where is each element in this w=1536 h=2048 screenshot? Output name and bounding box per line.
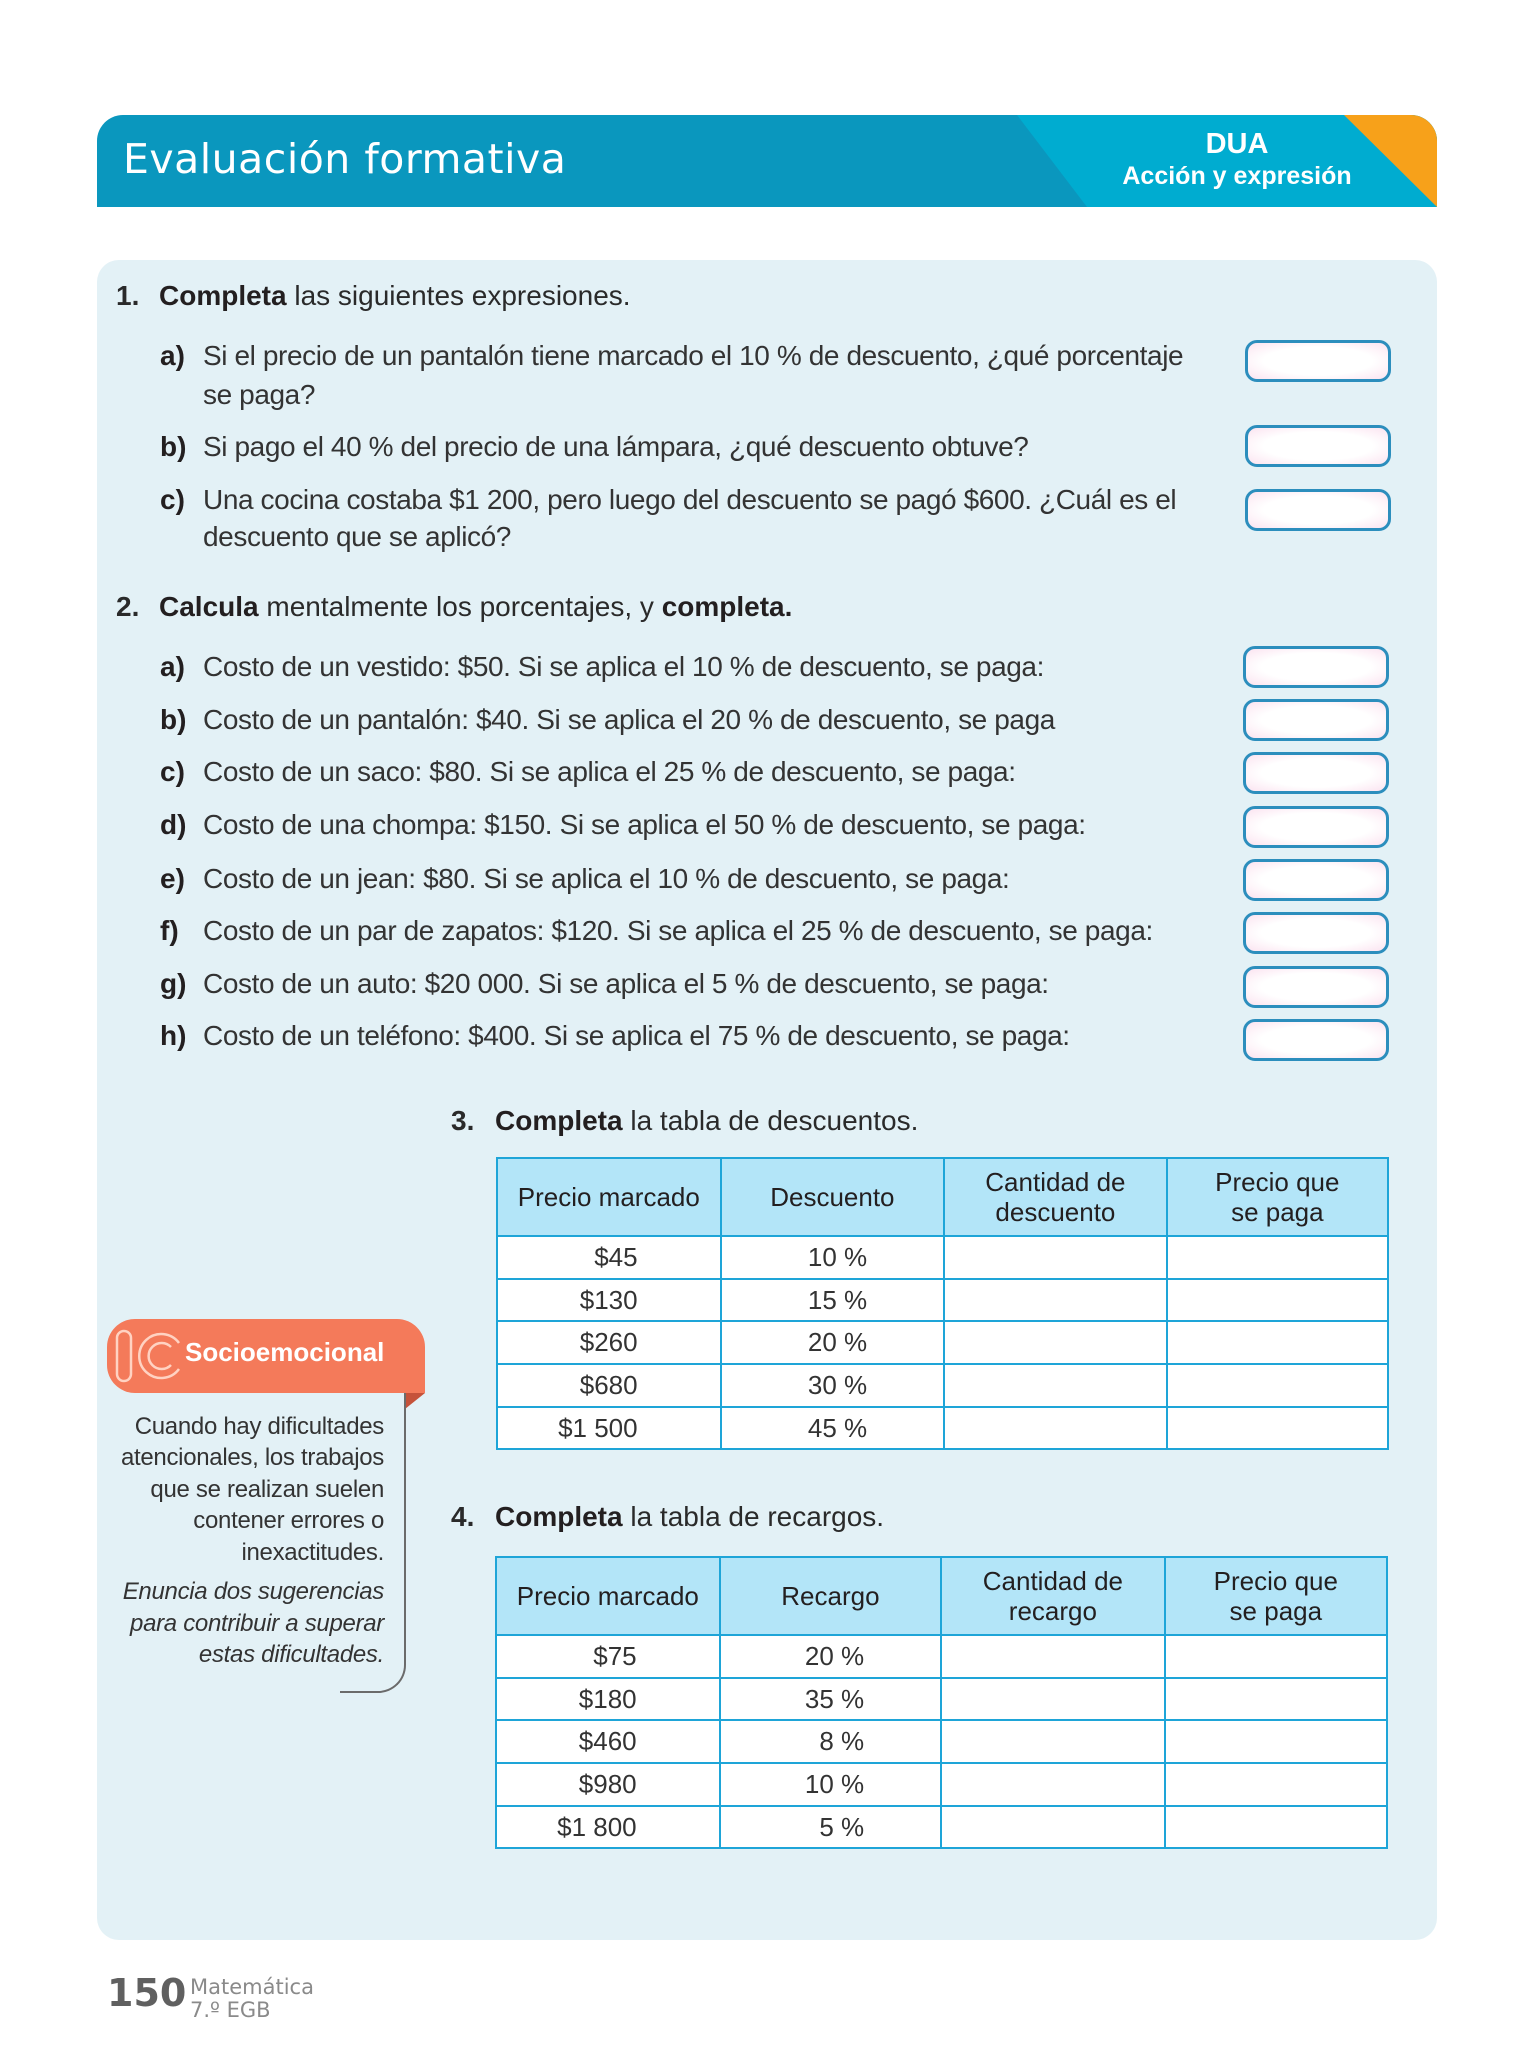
final-price-input-cell[interactable] — [1165, 1720, 1387, 1763]
question-number: 3. — [451, 1105, 475, 1136]
item-letter: g) — [160, 968, 187, 999]
discount-amount-input-cell[interactable] — [944, 1279, 1167, 1322]
item-letter: a) — [160, 340, 185, 371]
percent-cell: 20 % — [721, 1321, 945, 1364]
grade-level: 7.º EGB — [190, 1998, 271, 2022]
percent-cell: 15 % — [721, 1279, 945, 1322]
surcharge-amount-input-cell[interactable] — [941, 1678, 1164, 1721]
discount-amount-input-cell[interactable] — [944, 1236, 1167, 1279]
q2-answer-box-h[interactable] — [1243, 1019, 1389, 1061]
ic-logo-icon — [113, 1325, 185, 1387]
item-text: Costo de una chompa: $150. Si se aplica el 50 % de descuento, se paga: — [203, 809, 1086, 840]
socioemocional-title: Socioemocional — [185, 1337, 385, 1367]
surcharge-amount-input-cell[interactable] — [941, 1763, 1164, 1806]
final-price-input-cell[interactable] — [1167, 1364, 1388, 1407]
price-cell: $980 — [496, 1763, 720, 1806]
item-text: Costo de un par de zapatos: $120. Si se aplica el 25 % de descuento, se paga: — [203, 915, 1153, 946]
item-letter: b) — [160, 704, 187, 735]
percent-cell: 30 % — [721, 1364, 945, 1407]
q2-answer-box-g[interactable] — [1243, 966, 1389, 1008]
q2-answer-box-b[interactable] — [1243, 699, 1389, 741]
percent-cell: 45 % — [721, 1407, 945, 1450]
question-number: 4. — [451, 1501, 475, 1532]
q2-answer-box-c[interactable] — [1243, 752, 1389, 794]
item-letter: a) — [160, 651, 185, 682]
item-letter: e) — [160, 863, 185, 894]
item-letter: b) — [160, 431, 187, 462]
q2-answer-box-d[interactable] — [1243, 806, 1389, 848]
q1-answer-box-b[interactable] — [1245, 425, 1391, 467]
item-text: Una cocina costaba $1 200, pero luego del descuento se pagó $600. ¿Cuál es el — [203, 484, 1177, 515]
discount-amount-input-cell[interactable] — [944, 1364, 1167, 1407]
price-cell: $180 — [496, 1678, 720, 1721]
item-text: Costo de un pantalón: $40. Si se aplica el 20 % de descuento, se paga — [203, 704, 1055, 735]
final-price-input-cell[interactable] — [1167, 1321, 1388, 1364]
socio-body-line: atencionales, los trabajos — [120, 1444, 384, 1471]
final-price-input-cell[interactable] — [1167, 1279, 1388, 1322]
col-header-recargo: Recargo — [720, 1557, 942, 1635]
item-letter: d) — [160, 809, 187, 840]
final-price-input-cell[interactable] — [1165, 1635, 1387, 1678]
price-cell: $460 — [496, 1720, 720, 1763]
table-row — [497, 1364, 1388, 1407]
dua-label: DUA — [1205, 128, 1269, 160]
dua-subtitle: Acción y expresión — [1122, 162, 1352, 190]
book-subject — [190, 1976, 314, 2022]
item-letter: f) — [160, 915, 179, 946]
item-text: Costo de un saco: $80. Si se aplica el 25 % de descuento, se paga: — [203, 756, 1016, 787]
final-price-input-cell[interactable] — [1165, 1763, 1387, 1806]
socio-prompt-line: para contribuir a superar — [130, 1610, 384, 1637]
col-header-precio-pagado: Precio que se paga — [1167, 1158, 1388, 1236]
socio-body-line: Cuando hay dificultades — [134, 1413, 384, 1440]
percent-cell: 8 % — [720, 1720, 942, 1763]
surcharge-amount-input-cell[interactable] — [941, 1720, 1164, 1763]
page-number: 150 — [107, 1971, 187, 2015]
q2-answer-box-f[interactable] — [1243, 912, 1389, 954]
instruction-text: mentalmente los porcentajes, y — [258, 591, 662, 622]
instruction-verb: Calcula — [159, 591, 259, 622]
price-cell: $45 — [497, 1236, 721, 1279]
col-header-precio-pagado: Precio que se paga — [1165, 1557, 1387, 1635]
item-letter: c) — [160, 484, 185, 515]
question-number: 2. — [116, 591, 140, 622]
table-header-row — [496, 1557, 1387, 1635]
discount-amount-input-cell[interactable] — [944, 1407, 1167, 1450]
item-text-continued: descuento que se aplicó? — [203, 521, 511, 552]
q1-answer-box-c[interactable] — [1245, 489, 1391, 531]
discount-amount-input-cell[interactable] — [944, 1321, 1167, 1364]
price-cell: $260 — [497, 1321, 721, 1364]
q2-answer-box-e[interactable] — [1243, 859, 1389, 901]
socio-prompt-line: Enuncia dos sugerencias — [122, 1578, 384, 1605]
table-row — [496, 1763, 1387, 1806]
final-price-input-cell[interactable] — [1165, 1806, 1387, 1849]
percent-cell: 20 % — [720, 1635, 942, 1678]
price-cell: $75 — [496, 1635, 720, 1678]
final-price-input-cell[interactable] — [1165, 1678, 1387, 1721]
percent-cell: 35 % — [720, 1678, 942, 1721]
table-row — [497, 1279, 1388, 1322]
item-text: Costo de un teléfono: $400. Si se aplica el 75 % de descuento, se paga: — [203, 1020, 1070, 1051]
dua-badge — [1102, 127, 1372, 191]
instruction-verb: Completa — [495, 1105, 623, 1136]
col-header-precio-marcado: Precio marcado — [497, 1158, 721, 1236]
price-cell: $680 — [497, 1364, 721, 1407]
q1-answer-box-a[interactable] — [1245, 340, 1391, 382]
col-header-descuento: Descuento — [721, 1158, 945, 1236]
percent-cell: 10 % — [720, 1763, 942, 1806]
col-header-precio-marcado: Precio marcado — [496, 1557, 720, 1635]
col-header-cantidad-descuento: Cantidad de descuento — [944, 1158, 1167, 1236]
price-cell: $130 — [497, 1279, 721, 1322]
section-header-banner — [97, 115, 1437, 207]
table-row — [496, 1678, 1387, 1721]
q2-answer-box-a[interactable] — [1243, 646, 1389, 688]
surcharge-table — [495, 1556, 1388, 1849]
percent-cell: 10 % — [721, 1236, 945, 1279]
item-text: Costo de un vestido: $50. Si se aplica el 10 % de descuento, se paga: — [203, 651, 1044, 682]
item-text: Costo de un jean: $80. Si se aplica el 10 % de descuento, se paga: — [203, 863, 1010, 894]
socio-body-line: que se realizan suelen — [150, 1476, 384, 1503]
price-cell: $1 500 — [497, 1407, 721, 1450]
subject-name: Matemática — [190, 1975, 314, 1999]
socioemocional-tab — [107, 1319, 425, 1393]
table-row — [496, 1720, 1387, 1763]
item-text: Costo de un auto: $20 000. Si se aplica el 5 % de descuento, se paga: — [203, 968, 1049, 999]
final-price-input-cell[interactable] — [1167, 1236, 1388, 1279]
instruction-verb: Completa — [495, 1501, 623, 1532]
instruction-text: las siguientes expresiones. — [286, 280, 631, 311]
instruction-text: la tabla de recargos. — [622, 1501, 885, 1532]
surcharge-amount-input-cell[interactable] — [941, 1806, 1164, 1849]
socio-body-line: contener errores o — [193, 1507, 384, 1534]
item-text: Si el precio de un pantalón tiene marcado el 10 % de descuento, ¿qué porcentaje — [203, 340, 1184, 371]
instruction-text: la tabla de descuentos. — [622, 1105, 919, 1136]
item-letter: h) — [160, 1020, 187, 1051]
table-header-row — [497, 1158, 1388, 1236]
final-price-input-cell[interactable] — [1167, 1407, 1388, 1450]
table-row — [497, 1236, 1388, 1279]
instruction-verb: Completa — [159, 280, 287, 311]
col-header-cantidad-recargo: Cantidad de recargo — [941, 1557, 1164, 1635]
question-number: 1. — [116, 280, 140, 311]
discount-table — [496, 1157, 1389, 1450]
table-row — [496, 1806, 1387, 1849]
item-letter: c) — [160, 756, 185, 787]
socio-body-line: inexactitudes. — [241, 1539, 384, 1566]
percent-cell: 5 % — [720, 1806, 942, 1849]
table-row — [496, 1635, 1387, 1678]
price-cell: $1 800 — [496, 1806, 720, 1849]
item-text: Si pago el 40 % del precio de una lámpara, ¿qué descuento obtuve? — [203, 431, 1029, 462]
table-row — [497, 1407, 1388, 1450]
item-text-continued: se paga? — [203, 379, 316, 410]
tab-fold — [405, 1393, 425, 1409]
surcharge-amount-input-cell[interactable] — [941, 1635, 1164, 1678]
socio-prompt-line: estas dificultades. — [198, 1641, 384, 1668]
instruction-verb-2: completa. — [661, 591, 793, 622]
page-title: Evaluación formativa — [123, 135, 567, 183]
table-row — [497, 1321, 1388, 1364]
